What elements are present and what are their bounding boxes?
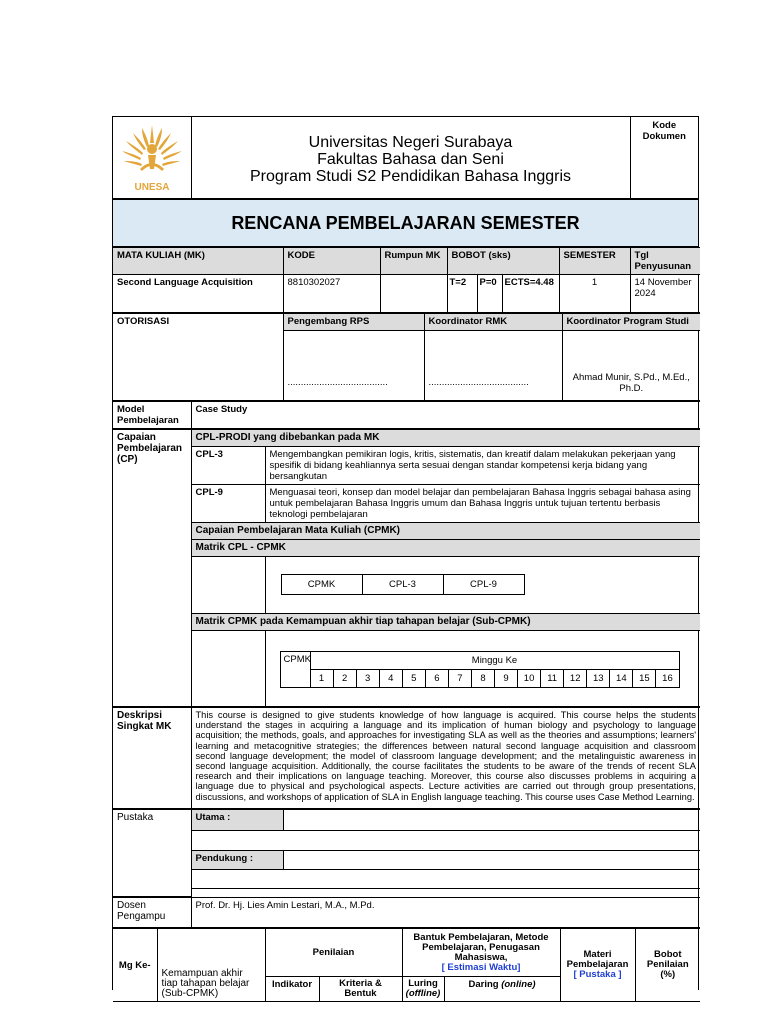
sub-cpmk-label: CPMK xyxy=(280,652,310,688)
matrix-col-cpl-3: CPL-3 xyxy=(362,575,443,595)
pustaka-pendukung-value xyxy=(283,851,700,870)
kode-header: KODE xyxy=(283,248,380,275)
title-table xyxy=(113,199,698,247)
week-cell: 5 xyxy=(402,670,425,688)
bantuan-header xyxy=(402,929,560,977)
bobot-p: P=0 xyxy=(477,275,502,313)
week-cell: 11 xyxy=(541,670,564,688)
doc-code-cell xyxy=(630,117,698,199)
materi-text: Materi Pembelajaran xyxy=(566,949,629,970)
pustaka-label: Pustaka xyxy=(113,810,191,897)
cpl-3-code: CPL-3 xyxy=(191,447,265,485)
course-rumpun xyxy=(380,275,447,313)
bantuan-text: Bantuk Pembelajaran, Metode Pembelajaran, Penugasan Mahasiswa, xyxy=(413,931,549,963)
koordinator-prodi-header: Koordinator Program Studi xyxy=(562,314,700,331)
course-date: 14 November 2024 xyxy=(630,275,700,313)
offline-text: (offline) xyxy=(405,988,441,999)
daring-header xyxy=(444,977,560,1002)
sub-cpmk-title: Matrik CPMK pada Kemampuan akhir tiap tahapan belajar (Sub-CPMK) xyxy=(191,614,700,631)
daring-text: Daring xyxy=(468,979,499,990)
deskripsi-text: This course is designed to give students knowledge of how language is acquired. This course helps the students understand the stages in acquiring a language and its implication of human biology and psychology to language acquisition; the methods, goals, and approaches for investigating SLA as well as the theories and assumptions; learners' learning and metacognitive strategies; the differences between natural second language acquisition and classroom second language development; the model of classroom language development; and the metalinguistic awareness in second language acquisition. Additionally, the course facilitates the students to be aware of the trends of recent SLA research and their implications on language teaching. Moreover, this course also discusses problems in acquiring a language due to physical and psychological aspects. Lecture activities are carried out through group presentations, discussions, and workshops of application of SLA in English language teaching. This course uses Case Method Learning. xyxy=(191,708,700,809)
logo-cell xyxy=(113,117,191,199)
week-cell: 4 xyxy=(379,670,402,688)
matrix-col-cpl-9: CPL-9 xyxy=(443,575,524,595)
course-code: 8810302027 xyxy=(283,275,380,313)
online-text: (online) xyxy=(501,979,536,990)
course-name: Second Language Acquisition xyxy=(113,275,283,313)
bobot-header: BOBOT (sks) xyxy=(447,248,559,275)
kaprodi-name: Ahmad Munir, S.Pd., M.Ed., Ph.D. xyxy=(572,372,690,394)
institution-cell xyxy=(191,117,630,199)
penilaian-header: Penilaian xyxy=(265,929,402,977)
tgl-header: Tgl Penyusunan xyxy=(630,248,700,275)
signature-line-2: ...................................... xyxy=(428,377,529,388)
bobot-ects: ECTS=4.48 xyxy=(502,275,559,313)
week-cell: 12 xyxy=(564,670,587,688)
document-header xyxy=(113,117,698,199)
kriteria-header: Kriteria & Bentuk xyxy=(319,977,402,1002)
week-cell: 9 xyxy=(495,670,518,688)
mk-header: MATA KULIAH (MK) xyxy=(113,248,283,275)
cpl-3-text: Mengembangkan pemikiran logis, kritis, sistematis, dan kreatif dalam melakukan pekerjaan yang spesifik di bidang keahliannya serta sesuai dengan standar kompetensi kerja bidang yang bersangkutan xyxy=(265,447,700,485)
sub-cpmk-matrix xyxy=(280,651,680,688)
semester-header: SEMESTER xyxy=(559,248,630,275)
signature-line-1: ...................................... xyxy=(287,377,388,388)
kemampuan-header: Kemampuan akhir tiap tahapan belajar (Sub-CPMK) xyxy=(157,929,265,1002)
rps-title: RENCANA PEMBELAJARAN SEMESTER xyxy=(113,200,698,247)
unesa-logo xyxy=(116,119,188,195)
deskripsi-label: Deskripsi Singkat MK xyxy=(113,708,191,809)
logo-wordmark: UNESA xyxy=(134,182,170,193)
pustaka-spacer xyxy=(191,889,700,897)
pustaka-pendukung-body xyxy=(191,870,700,889)
rumpun-header: Rumpun MK xyxy=(380,248,447,275)
sub-cpmk-cell xyxy=(265,631,700,707)
mgke-header: Mg Ke- xyxy=(113,929,157,1002)
cpl-prodi-title: CPL-PRODI yang dibebankan pada MK xyxy=(191,430,700,447)
indikator-header: Indikator xyxy=(265,977,319,1002)
matrix-cpl-cpmk-title: Matrik CPL - CPMK xyxy=(191,540,700,557)
matrix-cpl-cell xyxy=(265,557,700,614)
model-label: Model Pembelajaran xyxy=(113,402,191,429)
pustaka-ref-text: [ Pustaka ] xyxy=(573,969,622,980)
week-cell: 15 xyxy=(633,670,656,688)
week-cell: 14 xyxy=(610,670,633,688)
sub-cpmk-left xyxy=(191,631,265,707)
luring-text: Luring xyxy=(408,978,438,989)
koordinator-rmk-header: Koordinator RMK xyxy=(424,314,562,331)
kaprodi-signature xyxy=(562,331,700,401)
week-cell: 7 xyxy=(448,670,471,688)
cpl-9-text: Menguasai teori, konsep dan model belajar dan pembelajaran Bahasa Inggris sebagai bahasa asing untuk pembelajaran Bahasa Inggris umum dan Bahasa Inggris untuk tujuan tertentu berbasis teknologi pembelajaran xyxy=(265,485,700,523)
model-value: Case Study xyxy=(191,402,700,429)
materi-header xyxy=(560,929,635,1002)
cp-label: Capaian Pembelajaran (CP) xyxy=(113,430,191,707)
matrix-cpl-left xyxy=(191,557,265,614)
week-cell: 8 xyxy=(471,670,494,688)
pustaka-utama-value xyxy=(283,810,700,831)
matrix-cpl-cpmk xyxy=(281,574,525,595)
model-table xyxy=(113,401,700,429)
dosen-label: Dosen Pengampu xyxy=(113,898,191,928)
luring-header xyxy=(402,977,444,1002)
deskripsi-table xyxy=(113,707,700,809)
otorisasi-table xyxy=(113,313,700,401)
week-cell: 2 xyxy=(333,670,356,688)
pengembang-header: Pengembang RPS xyxy=(283,314,424,331)
dosen-value: Prof. Dr. Hj. Lies Amin Lestari, M.A., M.Pd. xyxy=(191,898,700,928)
cp-table xyxy=(113,429,700,707)
pustaka-utama-label: Utama : xyxy=(191,810,283,831)
week-cell: 16 xyxy=(656,670,679,688)
week-cell: 13 xyxy=(587,670,610,688)
koordinator-rmk-signature xyxy=(424,331,562,401)
week-cell: 10 xyxy=(518,670,541,688)
weekly-plan-header xyxy=(113,928,700,1002)
bobot-penilaian-header: Bobot Penilaian (%) xyxy=(635,929,700,1002)
cpmk-title: Capaian Pembelajaran Mata Kuliah (CPMK) xyxy=(191,523,700,540)
university-name: Universitas Negeri Surabaya xyxy=(308,134,513,151)
doc-code-label: Kode Dokumen xyxy=(642,120,686,142)
pustaka-utama-body xyxy=(191,831,700,851)
cpl-9-code: CPL-9 xyxy=(191,485,265,523)
week-cell: 6 xyxy=(425,670,448,688)
matrix-col-cpmk: CPMK xyxy=(281,575,362,595)
program-name: Program Studi S2 Pendidikan Bahasa Inggris xyxy=(249,168,572,185)
otorisasi-label: OTORISASI xyxy=(113,314,283,401)
course-semester: 1 xyxy=(559,275,630,313)
pustaka-table xyxy=(113,809,700,897)
pustaka-pendukung-label: Pendukung : xyxy=(191,851,283,870)
dosen-table xyxy=(113,897,700,928)
faculty-name: Fakultas Bahasa dan Seni xyxy=(317,151,504,168)
bobot-t: T=2 xyxy=(447,275,477,313)
rps-document xyxy=(112,116,699,999)
minggu-label: Minggu Ke xyxy=(310,652,679,670)
week-cell: 3 xyxy=(356,670,379,688)
pengembang-signature xyxy=(283,331,424,401)
course-info-table xyxy=(113,247,700,313)
estimasi-text: [ Estimasi Waktu] xyxy=(441,961,521,973)
week-cell: 1 xyxy=(310,670,333,688)
